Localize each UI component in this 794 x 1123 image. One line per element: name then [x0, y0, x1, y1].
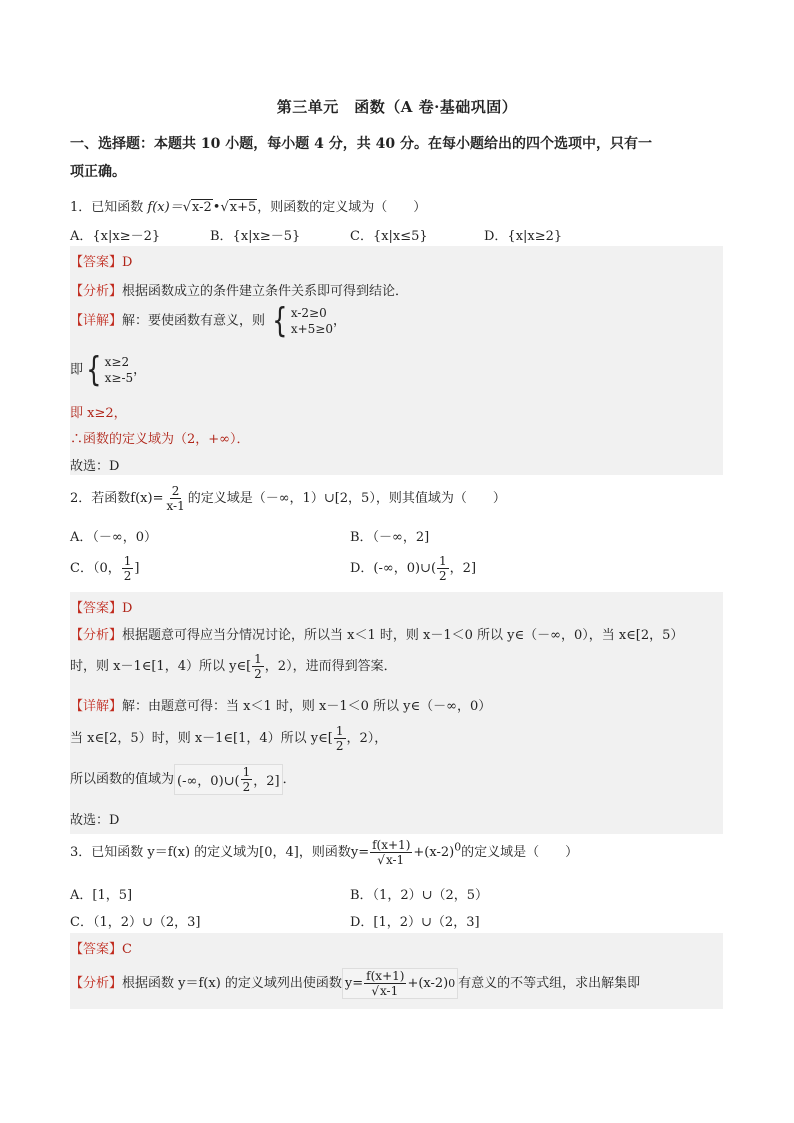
section-heading-line-1: 一、选择题：本题共 10 小题，每小题 4 分，共 40 分。在每小题给出的四个选项中，只有一: [70, 136, 652, 152]
q1-conclusion: ∴函数的定义域为（2，+∞）．: [70, 432, 250, 447]
q3-answer: 【答案】C: [70, 942, 132, 957]
sqrt-sign: √: [371, 984, 379, 998]
q1-detail: 【详解】解：要使函数有意义，则 { x-2≥0 x+5≥0 ，: [70, 301, 346, 341]
q3-analysis: 【分析】根据函数 y＝f(x) 的定义域列出使函数 y= $\frac{f(x+1)}{√x-1}$ +(x-2) 0 有意义的不等式组，求出解集即: [70, 969, 641, 998]
q2-answer: 【答案】D: [70, 601, 133, 616]
fraction: $\frac{f(x+1)}{√x-1}$: [366, 969, 405, 998]
page-title: 第三单元 函数（A 卷·基础巩固）: [276, 98, 518, 116]
q2-analysis-line-1: 【分析】根据题意可得应当分情况讨论，所以当 x＜1 时，则 x－1＜0 所以 y∈（－∞，0），当 x∈[2，5）: [70, 628, 684, 643]
q2-option-b: B．（－∞，2]: [350, 530, 430, 545]
math-expression: y= $\frac{f(x+1)}{√x-1}$ +(x-2) 0: [342, 968, 458, 999]
q2-detail-line-2: 当 x∈[2，5）时，则 x－1∈[1，4）所以 y∈[ $\frac{1}{2}$ ，2），: [70, 724, 388, 753]
q2-choice: 故选：D: [70, 813, 120, 828]
q1-choice: 故选：D: [70, 459, 120, 474]
fraction: $\frac{1}{2}$: [439, 554, 447, 583]
fraction: $\frac{1}{2}$: [242, 765, 251, 794]
fraction: $\frac{2}{x-1}$: [166, 484, 185, 513]
q2-detail-line-1: 【详解】解：由题意可得：当 x＜1 时，则 x－1＜0 所以 y∈（－∞，0）: [70, 699, 492, 714]
q1-stem: 1．已知函数 f(x)＝√x-2•√x+5，则函数的定义域为（ ）: [70, 200, 427, 215]
q1-option-c: C．{x|x≤5}: [350, 229, 428, 244]
math-expression: (-∞，0)∪( $\frac{1}{2}$ ，2]: [174, 764, 283, 795]
sqrt-sign: √: [220, 200, 229, 215]
q2-option-d: D．(-∞，0)∪( $\frac{1}{2}$ ，2]: [350, 554, 477, 583]
q2-option-c: C．（0， $\frac{1}{2}$ ]: [70, 554, 140, 583]
section-heading-line-2: 项正确。: [70, 164, 126, 180]
sqrt-sign: √: [377, 853, 385, 867]
q1-option-a: A．{x|x≥－2}: [70, 229, 161, 244]
fraction: $\frac{1}{2}$: [123, 554, 132, 583]
q3-stem: 3．已知函数 y＝f(x) 的定义域为[0，4]，则函数y= $\frac{f(x+1)}{√x-1}$ $+(x-2)^0$的定义域是（ ）: [70, 838, 579, 867]
fraction: $\frac{1}{2}$: [335, 724, 344, 753]
q3-option-a: A．[1，5]: [70, 888, 133, 903]
sqrt-sign: √: [182, 200, 192, 215]
q1-option-b: B．{x|x≥－5}: [210, 229, 301, 244]
fraction: $\frac{f(x+1)}{√x-1}$: [372, 838, 411, 867]
q2-stem: 2．若函数f(x)= $\frac{2}{x-1}$ 的定义域是（－∞，1）∪[2，5），则其值域为（ ）: [70, 484, 506, 513]
q1-answer: 【答案】D: [70, 255, 133, 270]
inequality-system: { x-2≥0 x+5≥0: [272, 301, 333, 341]
q2-detail-line-3: 所以函数的值域为 (-∞，0)∪( $\frac{1}{2}$ ，2] ．: [70, 765, 296, 794]
q1-detail-result: 即 x≥2，: [70, 406, 127, 421]
q2-analysis-line-2: 时，则 x－1∈[1，4）所以 y∈[ $\frac{1}{2}$ ，2），进而得到答案．: [70, 652, 397, 681]
q3-option-d: D．[1，2）∪（2，3]: [350, 915, 480, 930]
inequality-system: { x≥2 x≥-5: [86, 350, 134, 390]
q1-analysis: 【分析】根据函数成立的条件建立条件关系即可得到结论．: [70, 284, 409, 299]
q1-option-d: D．{x|x≥2}: [484, 229, 563, 244]
fraction: $\frac{1}{2}$: [254, 652, 262, 681]
q3-option-b: B．（1，2）∪（2，5）: [350, 888, 489, 903]
q3-option-c: C．（1，2）∪（2，3]: [70, 915, 201, 930]
q2-option-a: A．（－∞，0）: [70, 530, 157, 545]
q1-detail-step: 即 { x≥2 x≥-5 ，: [70, 350, 147, 390]
